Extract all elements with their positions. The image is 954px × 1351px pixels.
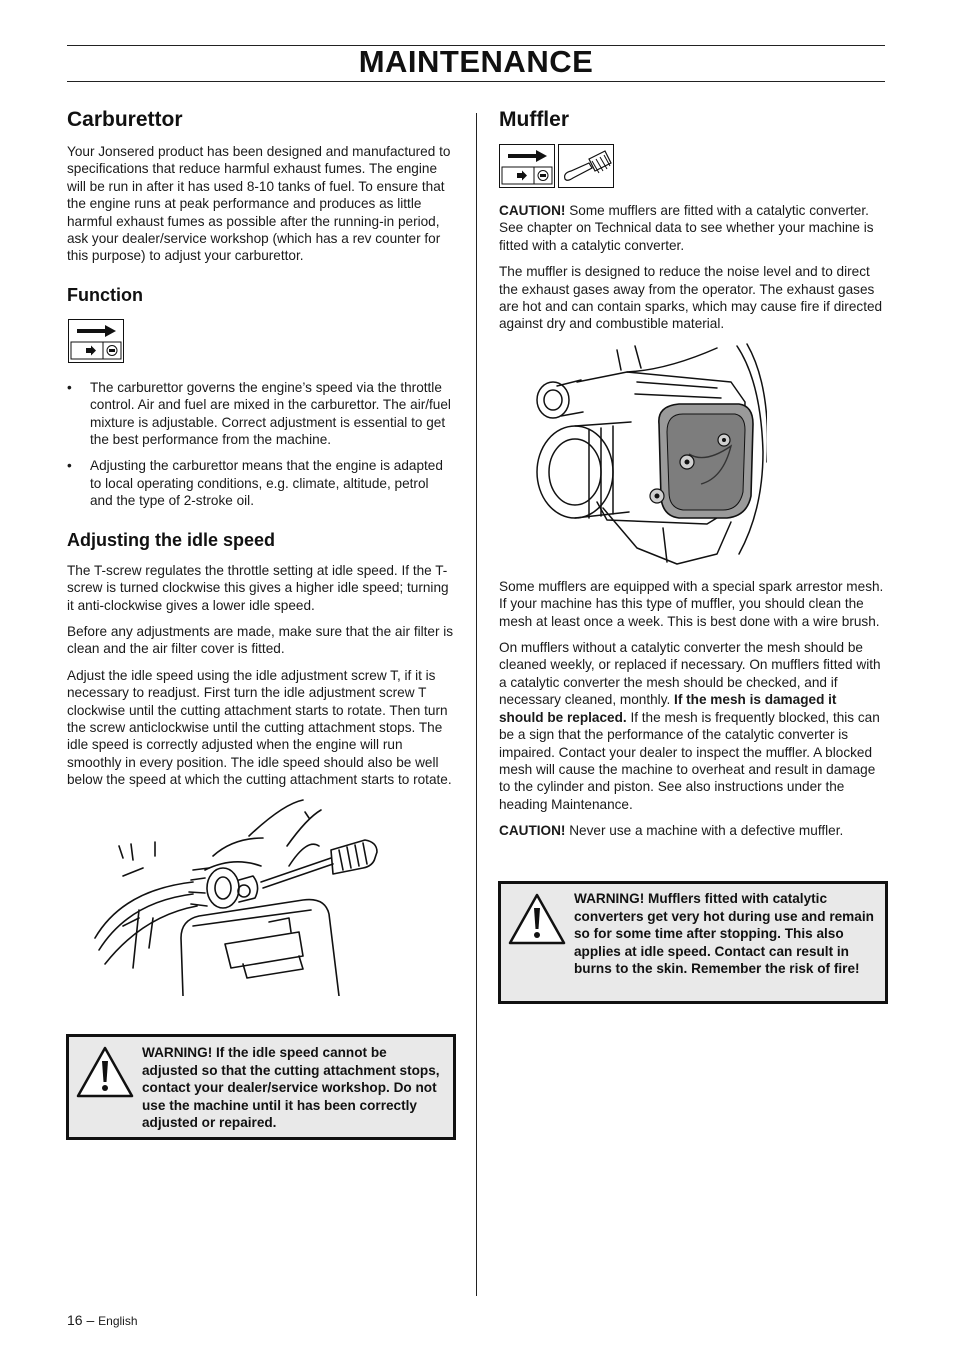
muffler-design-paragraph: The muffler is designed to reduce the noise level and to direct the exhaust gases away from the operator. The exhaust gases are hot and can contain sparks, which may cause fire if directed against dry and combustible material. <box>499 264 883 332</box>
caution-label: CAUTION! <box>499 203 566 218</box>
caution-text: Some mufflers are fitted with a catalytic converter. See chapter on Technical data to see whether your machine is fitted with a catalytic converter. <box>499 203 874 253</box>
idle-paragraph-3: Adjust the idle speed using the idle adjustment screw T, if it is necessary to readjust. First turn the idle adjustment screw T clockwise until the cutting attachment starts to rotate. Then turn the screw anticlockwise until the cutting attachment stops. The idle speed is correctly adjusted when the engine will run smoothly in every position. The idle speed should also be well below the speed at which the cutting attachment starts to rotate. <box>67 667 452 788</box>
idle-speed-warning-box <box>66 1034 456 1140</box>
carburettor-section <box>67 108 454 996</box>
column-divider <box>476 113 477 1296</box>
arrow-manual-icon <box>68 319 124 363</box>
idle-paragraph-2: Before any adjustments are made, make sure that the air filter is clean and the air filter cover is fitted. <box>67 623 454 657</box>
carburettor-intro: Your Jonsered product has been designed and manufactured to specifications that reduce harmful exhaust fumes. The engine will be run in after it has used 8-10 tanks of fuel. To ensure that the engine runs at peak performance and produces as little harmful exhaust fumes as possible after the running-in period, ask your dealer/service workshop (which has a rev counter for this purpose) to adjust your carburettor. <box>67 144 451 264</box>
muffler-warning-text: WARNING! Mufflers fitted with catalytic converters get very hot during use and remain so for some time after stopping. This also applies at idle speed. Contact can result in burns to the skin. Remember the risk of fire! <box>574 891 874 977</box>
muffler-caution-1 <box>499 202 884 254</box>
page-number: 16 – <box>67 1312 95 1328</box>
muffler-section <box>499 108 884 849</box>
footer-language: English <box>98 1314 138 1328</box>
arrow-manual-icon <box>499 144 555 188</box>
mesh-text-bold: If the mesh is damaged it should be replaced. <box>499 692 837 725</box>
list-item: • The carburettor governs the engine’s speed via the throttle control. Air and fuel are mixed in the carburettor. The air/fuel mixture is adjustable. Correct adjustment is essential to get the best performance from the machine. <box>67 379 454 449</box>
wire-brush-icon <box>558 144 614 188</box>
muffler-caution-2 <box>499 822 884 839</box>
caution-label: CAUTION! <box>499 823 566 839</box>
muffler-illustration <box>517 342 767 570</box>
caution-text: Never use a machine with a defective muffler. <box>565 823 844 839</box>
page-footer <box>67 1312 138 1328</box>
muffler-warning-box <box>498 881 888 1004</box>
warning-triangle-icon <box>75 1045 135 1099</box>
page-title: MAINTENANCE <box>358 44 594 79</box>
mesh-text-a: On mufflers without a catalytic converter the mesh should be cleaned weekly, or replaced if necessary. On mufflers fitted with a catalytic converter the mesh should be checked, and if necessary cleaned, monthly. <box>499 640 881 708</box>
function-heading: Function <box>67 284 143 305</box>
function-bullet-list <box>67 379 454 510</box>
list-item: • Adjusting the carburettor means that the engine is adapted to local operating conditions, e.g. climate, altitude, petrol and the type of 2-stroke oil. <box>67 457 454 509</box>
warning-triangle-icon <box>507 892 567 946</box>
header-rule-bottom <box>67 81 885 82</box>
idle-speed-heading: Adjusting the idle speed <box>67 529 276 550</box>
carburettor-heading: Carburettor <box>67 108 183 131</box>
idle-speed-warning-text: WARNING! If the idle speed cannot be adjusted so that the cutting attachment stops, contact your dealer/service workshop. Do not use the machine until it has been correctly adjusted or repaired. <box>142 1045 440 1131</box>
mesh-text-b: If the mesh is frequently blocked, this can be a sign that the performance of the catalytic converter is impaired. Contact your dealer to inspect the muffler. A blocked mesh will cause the machine to overheat and result in damage to the cylinder and piston. See also instructions under the heading Maintenance. <box>499 709 880 812</box>
muffler-spark-arrestor-paragraph: Some mufflers are equipped with a special spark arrestor mesh. If your machine has this type of muffler, you should clean the mesh at least once a week. This is best done with a wire brush. <box>499 578 884 629</box>
muffler-icon-row <box>499 144 884 190</box>
muffler-heading: Muffler <box>499 108 569 131</box>
idle-paragraph-1: The T-screw regulates the throttle setting at idle speed. If the T-screw is turned clockwise this gives a higher idle speed; turning it anti-clockwise gives a lower idle speed. <box>67 562 449 613</box>
muffler-mesh-paragraph <box>499 639 884 813</box>
idle-screw-illustration <box>93 798 393 996</box>
